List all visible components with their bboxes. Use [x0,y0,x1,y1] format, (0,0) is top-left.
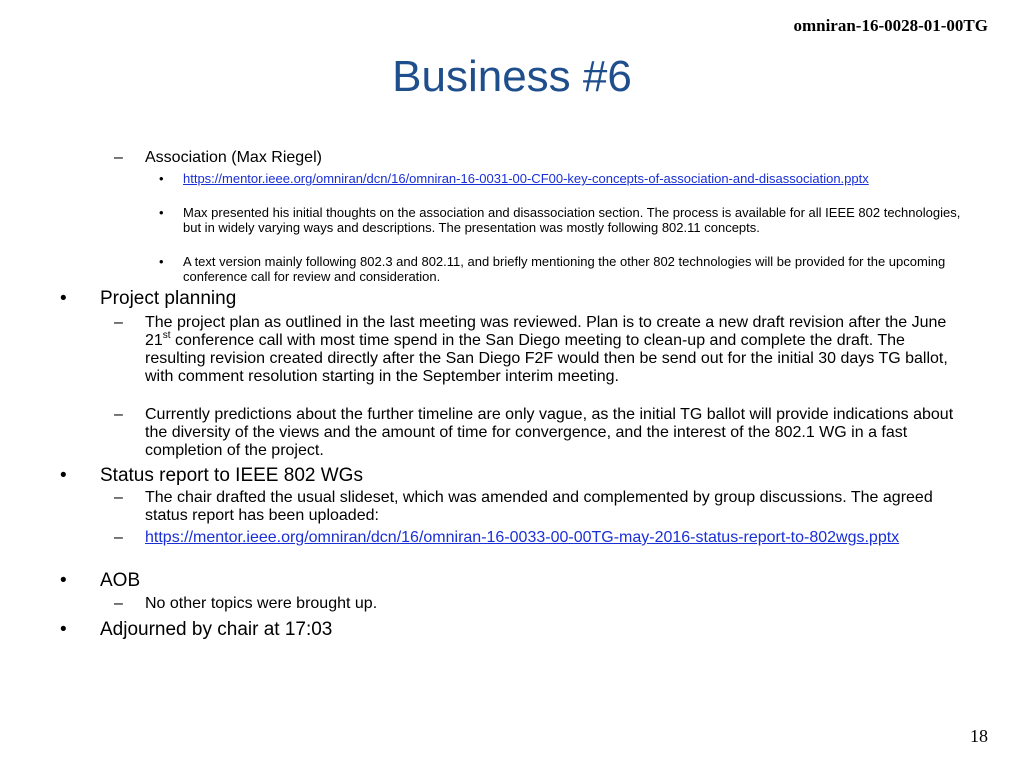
association-note-2: A text version mainly following 802.3 and 802.11, and briefly mentioning the other 802 technologies will be provided for the upcoming conference call for review and consideration. [183,254,946,284]
list-item [114,149,965,167]
status-report-label: Status report to IEEE 802 WGs [100,465,363,486]
list-item [60,619,960,640]
dot-bullet: • [159,171,164,186]
list-item [114,595,963,613]
dot-bullet: • [159,205,164,220]
list-item [159,171,903,186]
document-id: omniran-16-0028-01-00TG [793,16,988,35]
dot-bullet: • [60,465,67,486]
association-link[interactable]: https://mentor.ieee.org/omniran/dcn/16/omniran-16-0031-00-CF00-key-concepts-of-association-and-disassociation.pptx [183,171,869,186]
dot-bullet: • [60,570,67,591]
status-report-text: The chair drafted the usual slideset, which was amended and complemented by group discussions. The agreed status report has been uploaded: [145,489,933,524]
dash-bullet: – [114,529,123,546]
list-item [159,205,973,235]
association-note-1: Max presented his initial thoughts on the association and disassociation section. The process is available for all IEEE 802 technologies, but in widely varying ways and descriptions. The presentation was mostly following 802.11 concepts. [183,205,961,235]
dot-bullet: • [159,254,164,269]
ordinal-suffix: st [162,330,171,341]
dash-bullet: – [114,149,123,166]
aob-text: No other topics were brought up. [145,595,378,612]
dot-bullet: • [60,619,67,640]
page-number: 18 [970,726,988,746]
adjourned-label: Adjourned by chair at 17:03 [100,619,333,640]
timeline-text: Currently predictions about the further timeline are only vague, as the initial TG ballot will provide indications about the diversity of the views and the amount of time for convergence, and the interest of the 802.1 WG in a fast completion of the project. [145,406,954,459]
project-plan-text-part: conference call with most time spend in the San Diego meeting to clean-up and complete the draft. The resulting revision created directly after the San Diego F2F would then be send out for the initial 30 days TG ballot, with comment resolution starting in the September interim meeting. [145,332,948,385]
list-item [114,529,920,547]
dash-bullet: – [114,489,123,506]
slide-title: Business #6 [392,52,632,101]
project-plan-text [145,314,963,386]
list-item [159,254,973,284]
list-item [60,465,960,486]
list-item [60,288,960,309]
dash-bullet: – [114,314,123,331]
dash-bullet: – [114,406,123,423]
list-item [60,570,960,591]
list-item [114,489,963,525]
aob-label: AOB [100,570,141,591]
list-item [114,314,963,386]
list-item [114,406,963,460]
dash-bullet: – [114,595,123,612]
project-plan-text-part: The project plan as outlined in the last meeting was reviewed. Plan is to create a new draft revision after the June 21 [145,314,947,349]
association-label: Association (Max Riegel) [145,149,322,166]
status-report-link[interactable]: https://mentor.ieee.org/omniran/dcn/16/omniran-16-0033-00-00TG-may-2016-status-report-to-802wgs.pptx [145,529,900,546]
project-planning-label: Project planning [100,288,237,309]
dot-bullet: • [60,288,67,309]
